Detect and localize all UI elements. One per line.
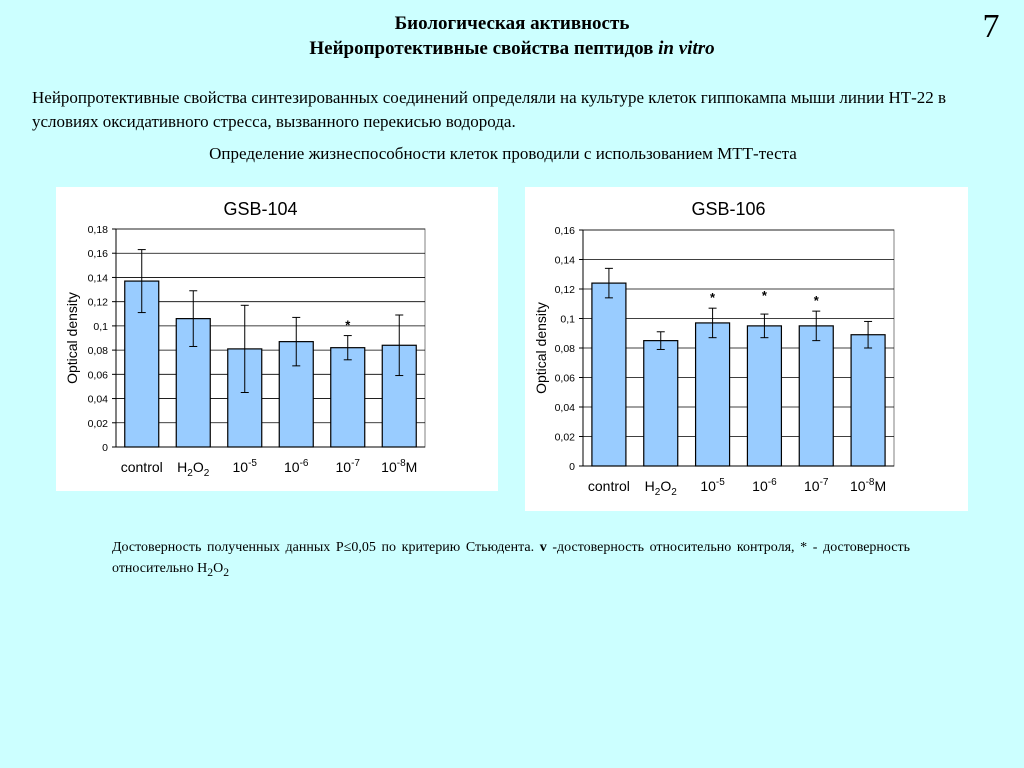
chart-gsb-104 [56,187,498,491]
footnote-sub-2: 2 [223,565,230,579]
y-tick-label: 0,16 [554,225,575,237]
category-label: $10^{-8}M$ [850,477,887,494]
category-label: $10^{-6}$ [752,477,777,494]
title-line-2-italic: in vitro [658,38,715,59]
y-tick-label: 0,18 [87,224,108,236]
category-label: $10^{-7}$ [804,477,829,494]
plot-area [116,229,425,447]
y-tick-label: 0,04 [554,402,575,414]
y-tick-label: 0 [569,461,575,473]
bar [747,326,781,466]
y-tick-label: 0,06 [87,369,108,382]
y-tick-label: 0,16 [87,248,108,261]
category-label: $H_2O_2$ [644,478,677,498]
y-tick-label: 0,14 [87,272,108,285]
bar [851,335,885,466]
y-tick-label: 0,08 [554,343,575,355]
significance-marker: * [710,290,716,306]
chart-svg [525,187,968,511]
method-paragraph: Определение жизнеспособности клеток проводили с использованием МТТ-теста [209,144,797,163]
footnote-main: Достоверность полученных данных Р≤0,05 по критерию Стьюдента. [112,540,540,555]
y-tick-label: 0 [102,442,108,454]
intro-paragraph: Нейропротективные свойства синтезированных соединений определяли на культуре клеток гиппокампа мыши линии НТ-22 в условиях оксидативного стресса, вызванного перекисью водорода. [32,88,947,131]
y-tick-label: 0,04 [87,393,108,406]
footnote-v: v [539,540,547,555]
chart-svg [56,187,498,491]
footnote-sub-1: 2 [207,565,214,579]
y-tick-label: 0,12 [554,284,575,296]
footnote [112,537,910,583]
footnote-o: О [213,561,224,576]
chart-gsb-106 [525,187,968,511]
bar [644,341,678,466]
footnote-rest: -достоверность относительно контроля, * - достоверность относительно Н [112,540,910,576]
y-tick-label: 0,1 [560,313,575,326]
significance-marker: * [345,317,351,333]
title-line-2-main: Нейропротективные свойства пептидов [309,38,654,59]
category-label: $10^{-5}$ [700,477,725,494]
category-label: $10^{-5}$ [232,458,257,475]
y-axis-label: Optical density [533,302,549,394]
y-axis-label: Optical density [64,292,80,384]
y-tick-label: 0,06 [554,372,575,385]
y-tick-label: 0,1 [93,320,108,333]
category-label: $10^{-7}$ [335,458,360,475]
significance-marker: * [813,293,819,309]
category-label: control [120,459,163,475]
bar [331,348,365,447]
category-label: $10^{-8}M$ [381,458,418,475]
y-tick-label: 0,02 [87,417,108,430]
significance-marker: * [761,288,767,304]
category-label: control [587,478,630,494]
slide-number: 7 [982,8,1000,45]
category-label: $H_2O_2$ [177,459,210,479]
y-tick-label: 0,08 [87,345,108,358]
chart-title: GSB-104 [223,199,298,219]
title-line-1: Биологическая активность [394,13,630,34]
title-line-2 [0,36,1024,61]
bar [696,323,730,466]
bar [592,283,626,466]
y-tick-label: 0,14 [554,254,575,267]
slide-title [0,11,1024,61]
y-tick-label: 0,12 [87,296,108,309]
bar [799,326,833,466]
category-label: $10^{-6}$ [284,458,309,475]
chart-title: GSB-106 [691,199,766,219]
y-tick-label: 0,02 [554,431,575,444]
